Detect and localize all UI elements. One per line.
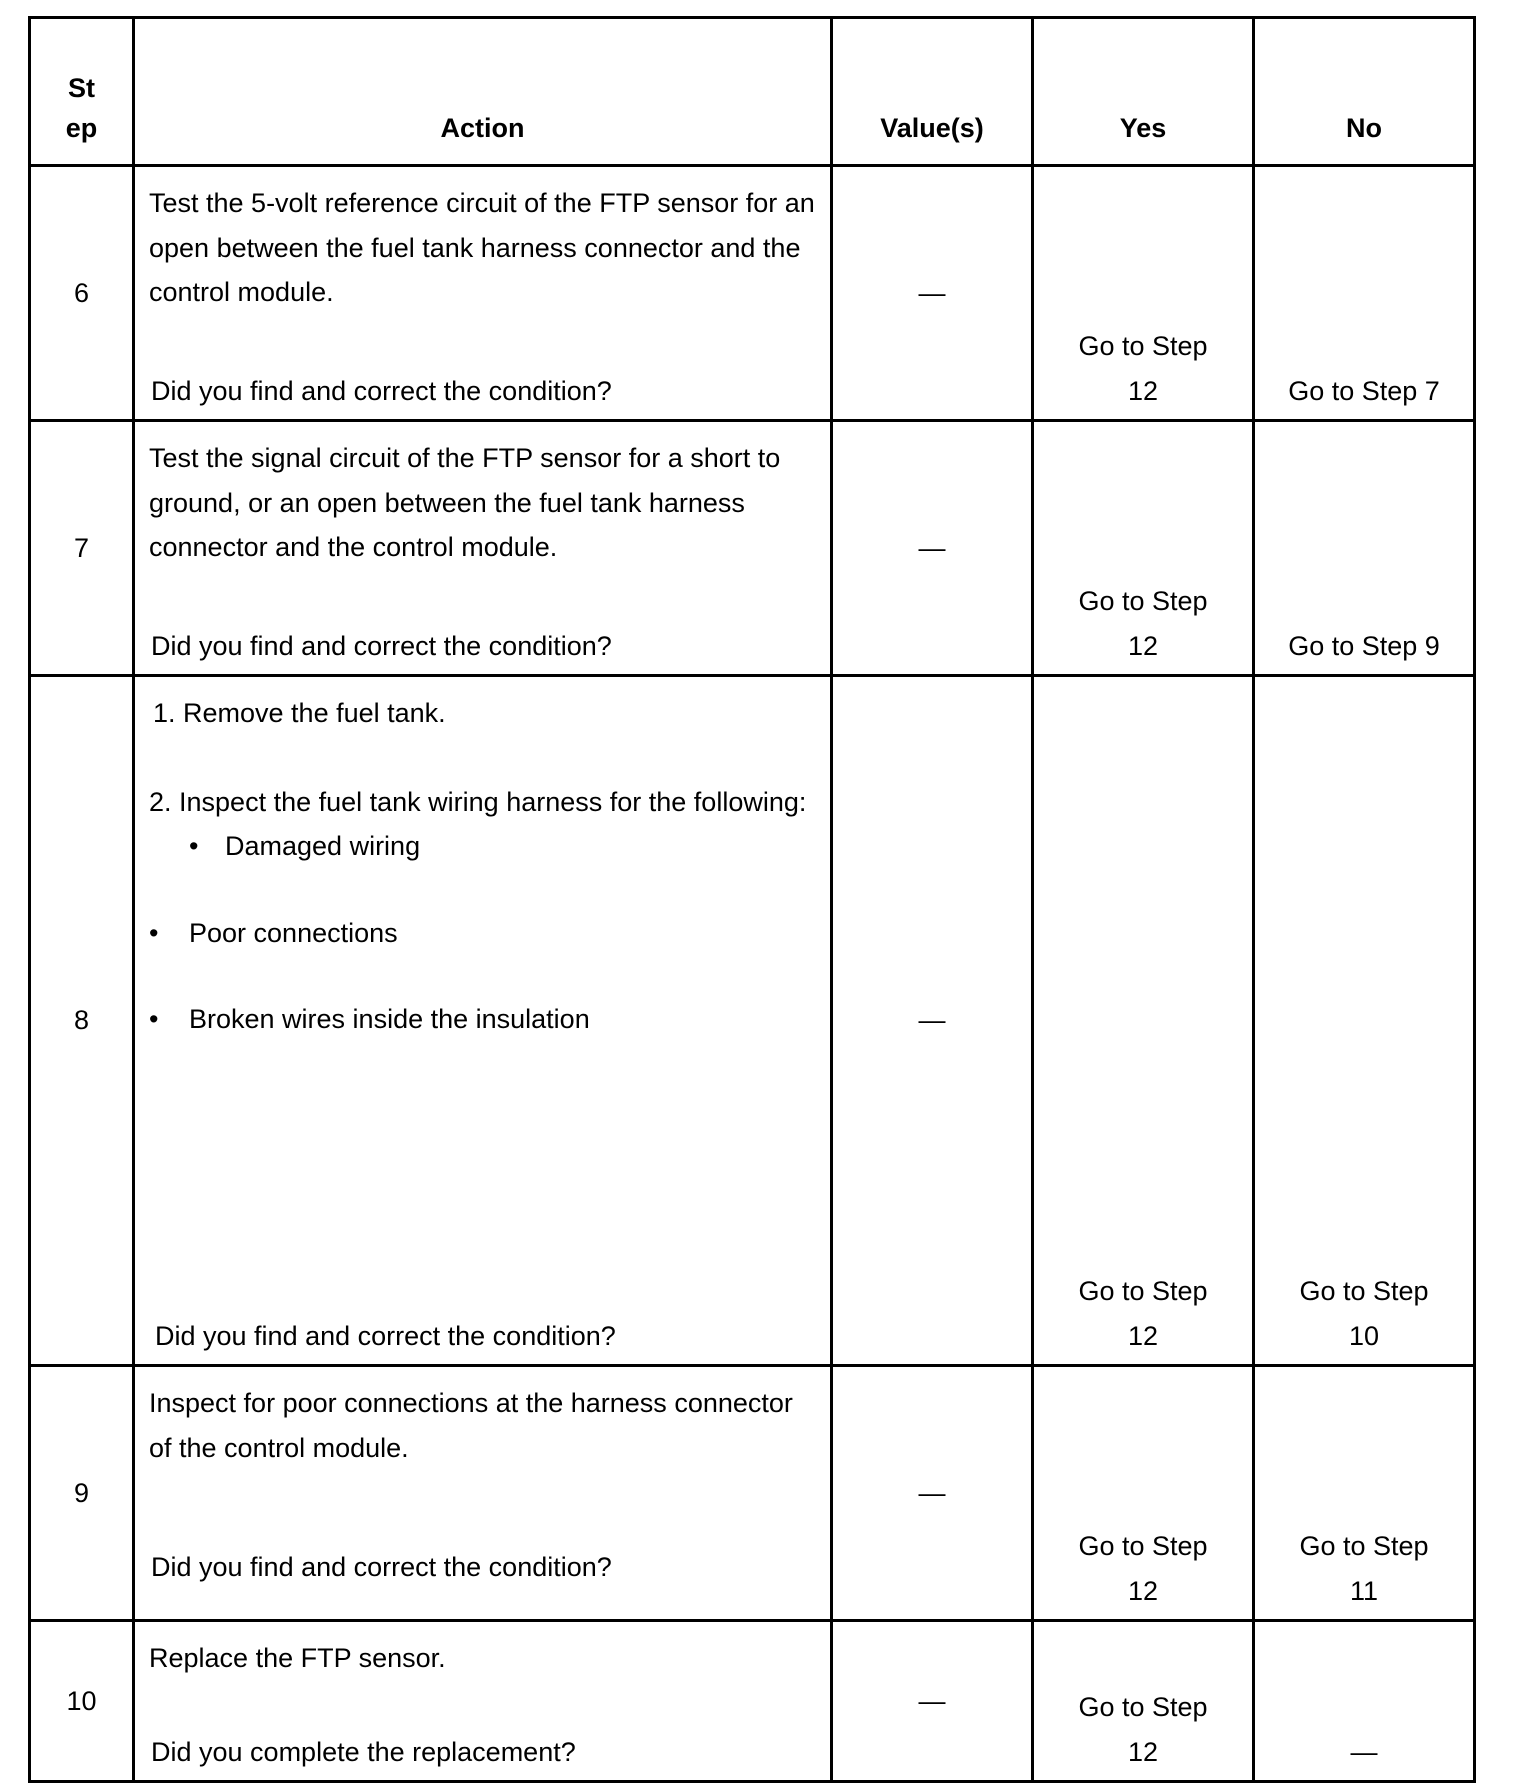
table-row <box>30 676 1475 1366</box>
list-item: 2. Inspect the fuel tank wiring harness for the following: <box>149 786 807 817</box>
action-text: Inspect for poor connections at the harness connector of the control module. <box>149 1388 793 1463</box>
step-number: 7 <box>30 421 134 676</box>
no-cell: Go to Step 10 <box>1254 676 1475 1366</box>
header-yes: Yes <box>1033 18 1254 166</box>
no-cell: Go to Step 9 <box>1254 421 1475 676</box>
action-cell <box>134 676 832 1366</box>
diagnostic-table <box>28 16 1476 1783</box>
table-row <box>30 1366 1475 1621</box>
yes-cell: Go to Step 12 <box>1033 166 1254 421</box>
header-step: St ep <box>30 18 134 166</box>
value-cell: — <box>832 421 1033 676</box>
value-cell: — <box>832 166 1033 421</box>
action-text: Test the signal circuit of the FTP sensor for a short to ground, or an open between the fuel tank harness connector and the control module. <box>149 443 781 562</box>
action-cell <box>134 1366 832 1621</box>
action-question: Did you find and correct the condition? <box>151 1551 612 1582</box>
step-number: 8 <box>30 676 134 1366</box>
bullet-item: • Damaged wiring <box>149 824 816 869</box>
value-cell: — <box>832 1621 1033 1782</box>
table-row <box>30 166 1475 421</box>
action-question: Did you find and correct the condition? <box>151 630 612 661</box>
yes-cell: Go to Step 12 <box>1033 676 1254 1366</box>
value-cell: — <box>832 676 1033 1366</box>
action-list <box>149 677 816 1042</box>
yes-cell: Go to Step 12 <box>1033 421 1254 676</box>
action-text: Test the 5-volt reference circuit of the FTP sensor for an open between the fuel tank harness connector and the control module. <box>149 188 815 307</box>
header-row <box>30 18 1475 166</box>
bullet-item: • Poor connections <box>149 911 816 956</box>
action-question: Did you find and correct the condition? <box>151 375 612 406</box>
action-cell <box>134 421 832 676</box>
action-cell <box>134 1621 832 1782</box>
bullet-dot: • <box>149 1004 159 1034</box>
step-number: 9 <box>30 1366 134 1621</box>
header-action: Action <box>134 18 832 166</box>
step-number: 6 <box>30 166 134 421</box>
action-question: Did you complete the replacement? <box>151 1736 576 1767</box>
action-question: Did you find and correct the condition? <box>155 1320 616 1351</box>
no-cell: Go to Step 7 <box>1254 166 1475 421</box>
bullet-item: • Broken wires inside the insulation <box>149 997 816 1042</box>
bullet-dot: • <box>189 831 199 861</box>
action-cell <box>134 166 832 421</box>
header-values: Value(s) <box>832 18 1033 166</box>
list-item: 1. Remove the fuel tank. <box>153 698 446 728</box>
no-cell: Go to Step 11 <box>1254 1366 1475 1621</box>
action-text: Replace the FTP sensor. <box>149 1643 446 1673</box>
value-cell: — <box>832 1366 1033 1621</box>
yes-cell: Go to Step 12 <box>1033 1621 1254 1782</box>
table-row <box>30 421 1475 676</box>
header-no: No <box>1254 18 1475 166</box>
no-cell: — <box>1254 1621 1475 1782</box>
table-row <box>30 1621 1475 1782</box>
step-number: 10 <box>30 1621 134 1782</box>
bullet-dot: • <box>149 917 159 948</box>
yes-cell: Go to Step 12 <box>1033 1366 1254 1621</box>
